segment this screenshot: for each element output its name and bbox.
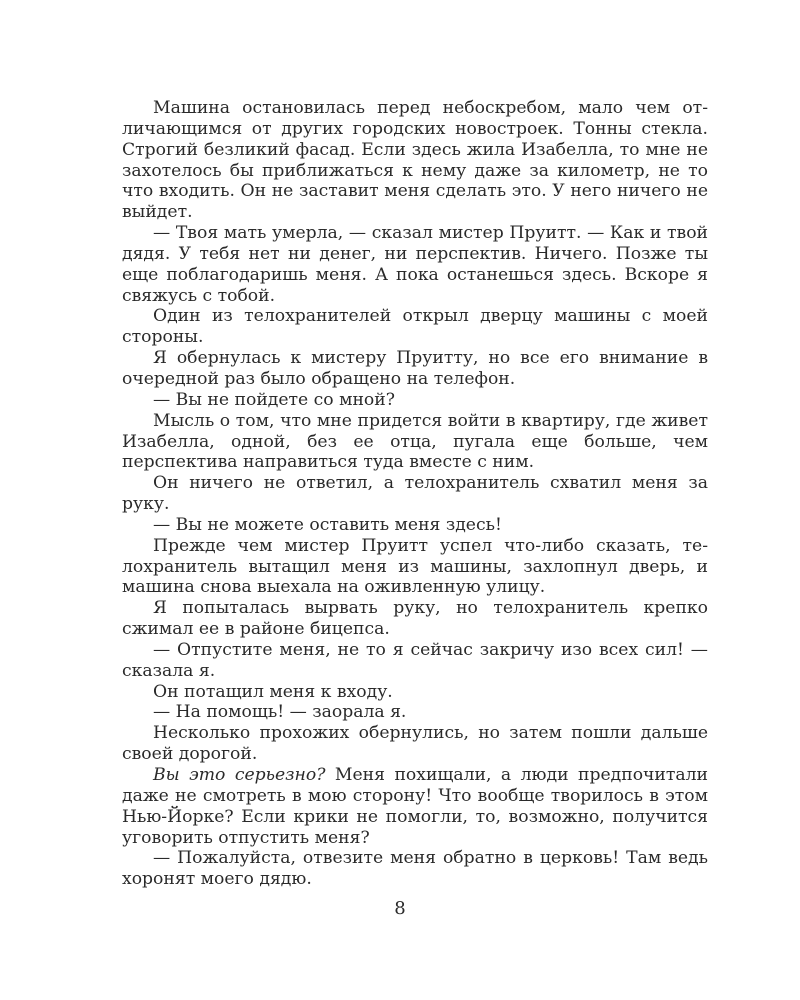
paragraph: Он ничего не ответил, а телохранитель схватил меня за руку. [122,473,708,515]
paragraph: Вы это серьезно? Меня похищали, а люди предпочитали даже не смотреть в мою сторону! Что вообще творилось в этом Нью-Йорке? Если крики не помогли, то, возможно, получится уговорить отпустить меня? [122,765,708,848]
paragraph: — На помощь! — заорала я. [153,702,407,723]
paragraph: Я обернулась к мистеру Пруитту, но все его внимание в очередной раз было обращено на телефон. [122,348,708,389]
paragraph: Он потащил меня к входу. [153,681,393,702]
paragraph: Мысль о том, что мне придется войти в квартиру, где живет Изабелла, одной, без ее отца, пугала еще больше, чем перспектива направиться туда вместе с ним. [122,410,708,473]
paragraph: Один из телохранителей открыл дверцу машины с моей стороны. [122,306,708,348]
paragraph: — Вы не можете оставить меня здесь! [153,514,502,535]
paragraph: Прежде чем мистер Пруитт успел что-либо сказать, телохранитель вытащил меня из машины, захлопнул дверь, и машина снова выехала на оживленную улицу. [122,535,708,598]
body-text [122,98,708,890]
paragraph: Несколько прохожих обернулись, но затем пошли дальше своей дорогой. [122,723,708,765]
paragraph: — Отпустите меня, не то я сейчас закричу изо всех сил! — сказала я. [122,639,708,681]
paragraph: — Твоя мать умерла, — сказал мистер Пруитт. — Как и твой дядя. У тебя нет ни денег, ни перспектив. Ничего. Позже ты еще поблагодаришь меня. А пока останешься здесь. Вскоре я свяжусь с тобой. [122,223,708,306]
paragraph: Я попыталась вырвать руку, но телохранитель крепко сжимал ее в районе бицепса. [122,598,708,640]
paragraph: Машина остановилась перед небоскребом, мало чем отличающимся от других городских новостроек. Тонны стекла. Строгий безликий фасад. Если здесь жила Изабелла, то мне не захотелось бы приближаться к нему даже за километр, не то что входить. Он не заставит меня сделать это. У него ничего не выйдет. [122,98,708,223]
paragraph: — Пожалуйста, отвезите меня обратно в церковь! Там ведь хоронят моего дядю. [122,848,708,890]
page-number: 8 [394,898,406,919]
italic-phrase: Вы это серьезно? [153,765,326,785]
paragraph: — Вы не пойдете со мной? [153,389,395,410]
